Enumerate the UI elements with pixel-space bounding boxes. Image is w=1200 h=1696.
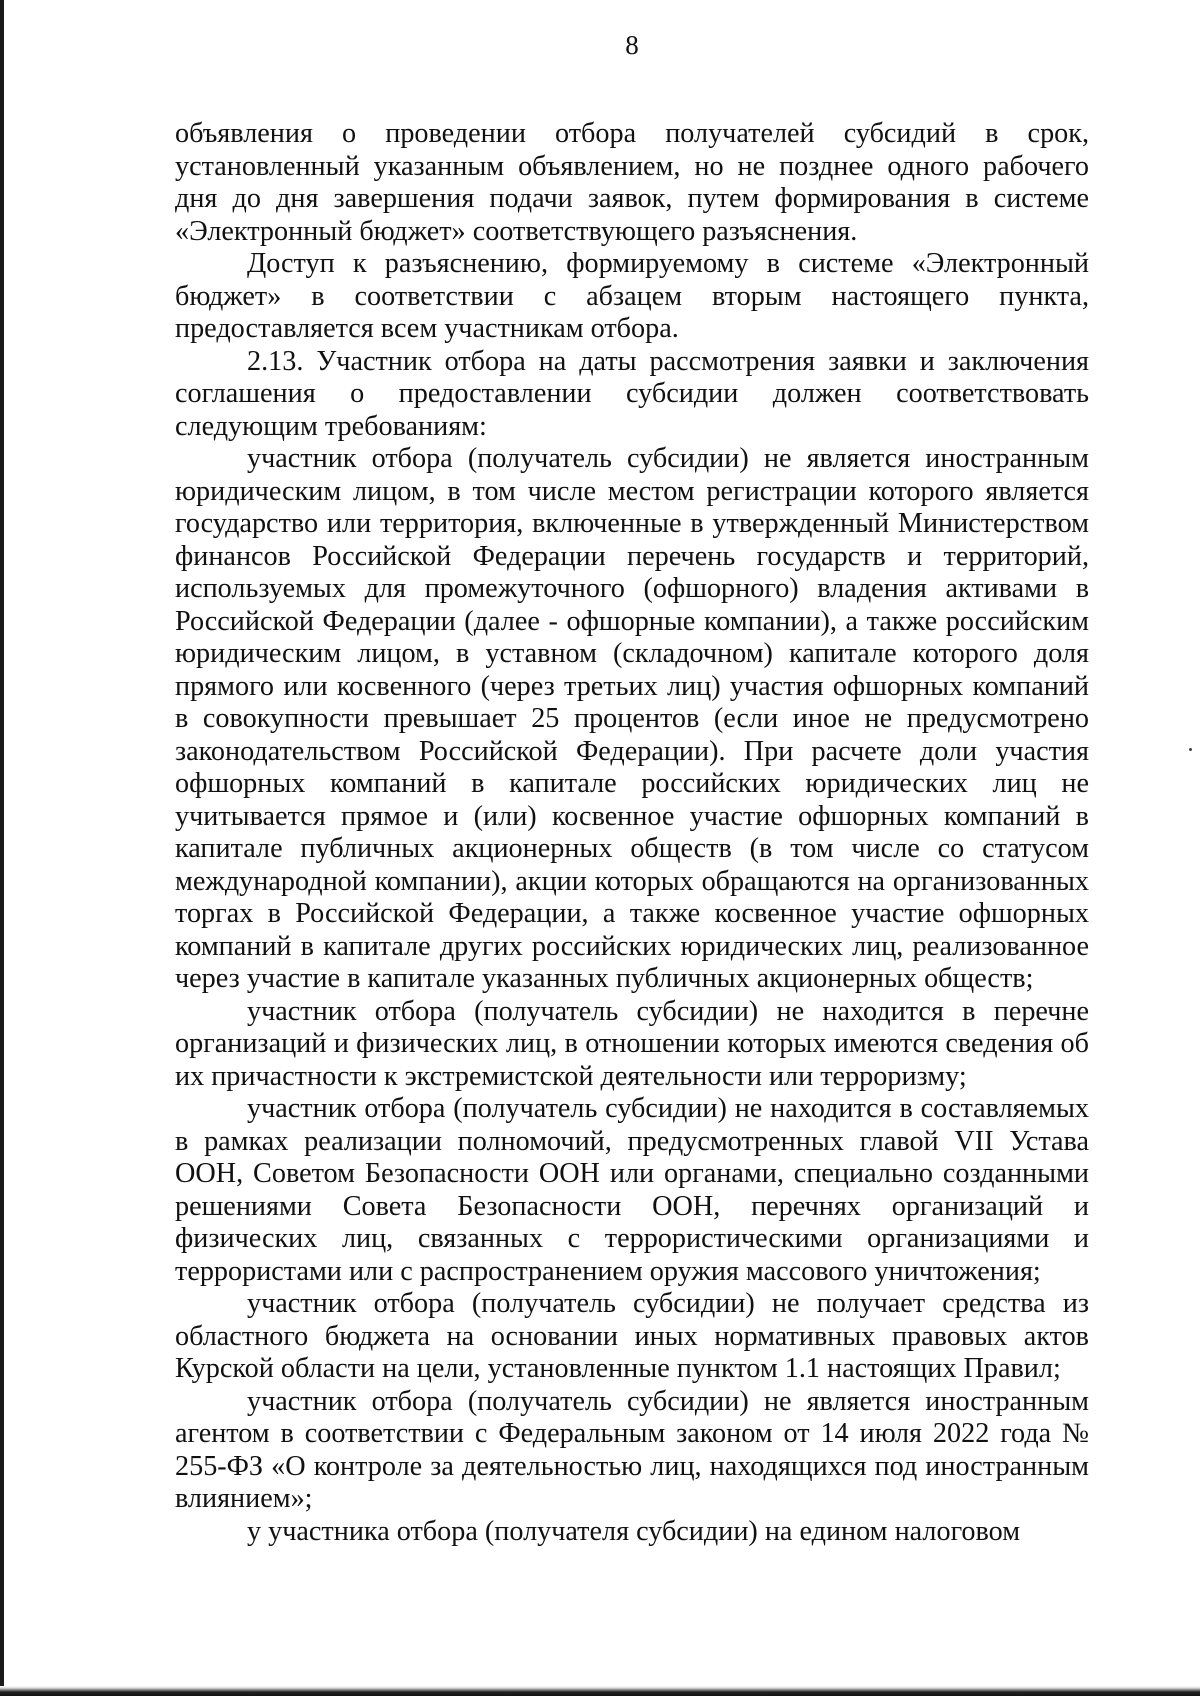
paragraph-section-2-13: 2.13. Участник отбора на даты рассмотрения заявки и заключения соглашения о предоставлении субсидии должен соответствовать следующим требованиям: [175,345,1089,442]
paragraph-requirement-offshore: участник отбора (получатель субсидии) не является иностранным юридическим лицом, в том числе местом регистрации которого является государство или территория, включенные в утвержденный Министерством финансов Российской Федерации перечень государств и территорий, используемых для промежуточного (офшорного) владения активами в Российской Федерации (далее - офшорные компании), а также российским юридическим лицом, в уставном (складочном) капитале которого доля прямого или косвенного (через третьих лиц) участия офшорных компаний в совокупности превышает 25 процентов (если иное не предусмотрено законодательством Российской Федерации). При расчете доли участия офшорных компаний в капитале российских юридических лиц не учитывается прямое и (или) косвенное участие офшорных компаний в капитале публичных акционерных обществ (в том числе со статусом международной компании), акции которых обращаются на организованных торгах в Российской Федерации, а также косвенное участие офшорных компаний в капитале других российских юридических лиц, реализованное через участие в капитале указанных публичных акционерных обществ; [175,443,1089,994]
paragraph-requirement-un-lists: участник отбора (получатель субсидии) не находится в составляемых в рамках реализации полномочий, предусмотренных главой VII Устава ООН, Советом Безопасности ООН или органами, специально созданными решениями Совета Безопасности ООН, перечнях организаций и физических лиц, связанных с террористическими организациями и террористами или с распространением оружия массового уничтожения; [175,1093,1089,1287]
page-number: 8 [625,30,639,60]
paragraph-requirement-extremism: участник отбора (получатель субсидии) не находится в перечне организаций и физических лиц, в отношении которых имеются сведения об их причастности к экстремистской деятельности или терроризму; [175,995,1089,1092]
paragraph-requirement-foreign-agent: участник отбора (получатель субсидии) не является иностранным агентом в соответствии с Федеральным законом от 14 июля 2022 года № 255-ФЗ «О контроле за деятельностью лиц, находящихся под иностранным влиянием»; [175,1385,1089,1514]
paragraph-requirement-regional-budget: участник отбора (получатель субсидии) не получает средства из областного бюджета на основании иных нормативных правовых актов Курской области на цели, установленные пунктом 1.1 настоящих Правил; [175,1288,1089,1384]
paragraph-access-clarification: Доступ к разъяснению, формируемому в системе «Электронный бюджет» в соответствии с абзацем вторым настоящего пункта, предоставляется всем участникам отбора. [175,248,1089,344]
paragraph-continuation: объявления о проведении отбора получателей субсидий в срок, установленный указанным объявлением, но не позднее одного рабочего дня до дня завершения подачи заявок, путем формирования в системе «Электронный бюджет» соответствующего разъяснения. [175,118,1089,247]
scan-margin-speck [1189,748,1192,751]
scan-left-edge [0,0,4,1696]
document-body [175,118,1089,1548]
paragraph-requirement-tax-account: у участника отбора (получателя субсидии) на едином налоговом [247,1515,1021,1547]
scan-bottom-edge [0,1686,1200,1696]
